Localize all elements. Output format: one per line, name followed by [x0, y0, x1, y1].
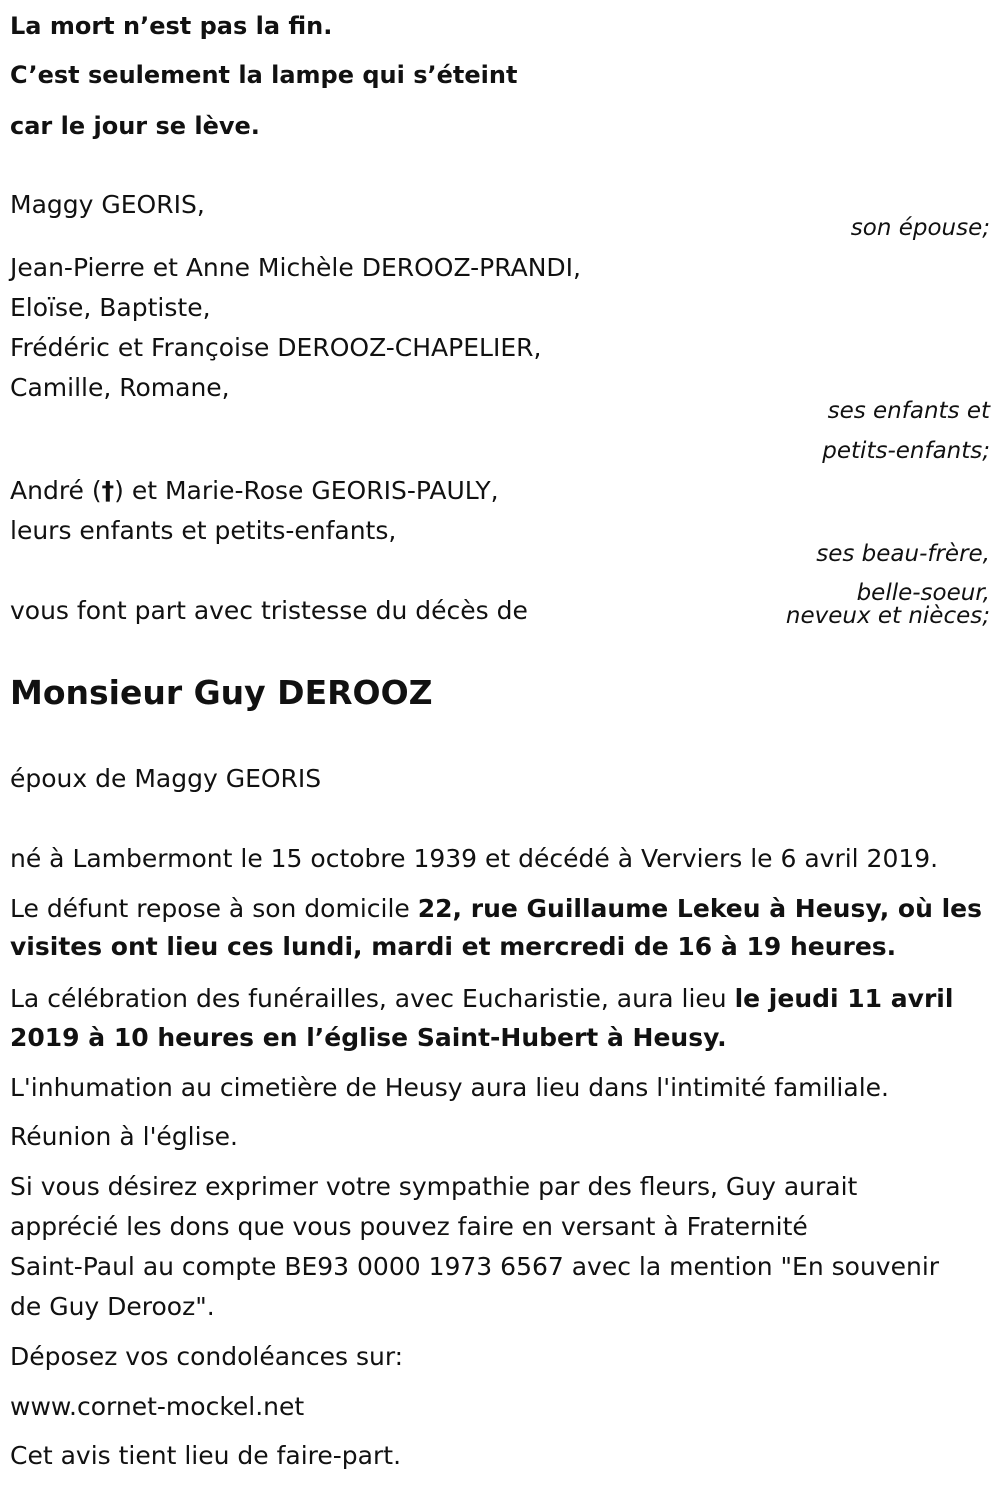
quote-line-2: C’est seulement la lampe qui s’éteint — [10, 61, 518, 89]
quote-line-3: car le jour se lève. — [10, 112, 260, 140]
repose-line-2: visites ont lieu ces lundi, mardi et mercredi de 16 à 19 heures. — [10, 932, 897, 961]
burial-line: L'inhumation au cimetière de Heusy aura lieu dans l'intimité familiale. — [10, 1073, 889, 1102]
children-line-3: Frédéric et Françoise DEROOZ-CHAPELIER, — [10, 333, 542, 362]
repose-text: Le défunt repose à son domicile — [10, 894, 418, 923]
announcement: vous font part avec tristesse du décès de — [10, 596, 528, 625]
children-line-2: Eloïse, Baptiste, — [10, 293, 211, 322]
deceased-name: Monsieur Guy DEROOZ — [10, 673, 433, 712]
flowers-line-2: apprécié les dons que vous pouvez faire en versant à Fraternité — [10, 1212, 808, 1241]
quote-line-1: La mort n’est pas la fin. — [10, 12, 333, 40]
spouse-name: Maggy GEORIS, — [10, 190, 205, 219]
flowers-line-1: Si vous désirez exprimer votre sympathie par des fleurs, Guy aurait — [10, 1172, 858, 1201]
condolences-line: Déposez vos condoléances sur: — [10, 1342, 404, 1371]
children-role-2: petits-enfants; — [822, 438, 990, 464]
repose-address: 22, rue Guillaume Lekeu à Heusy, où les — [417, 894, 982, 923]
inlaws-role-1: ses beau-frère, — [816, 541, 990, 567]
children-line-4: Camille, Romane, — [10, 373, 230, 402]
meeting-line: Réunion à l'église. — [10, 1122, 238, 1151]
flowers-line-4: de Guy Derooz". — [10, 1292, 215, 1321]
birth-death: né à Lambermont le 15 octobre 1939 et décédé à Verviers le 6 avril 2019. — [10, 844, 939, 873]
funeral-line-1 — [10, 984, 953, 1014]
inlaws-line-2: leurs enfants et petits-enfants, — [10, 516, 397, 545]
funeral-text: La célébration des funérailles, avec Eucharistie, aura lieu — [10, 984, 735, 1013]
children-line-1: Jean-Pierre et Anne Michèle DEROOZ-PRANDI, — [10, 253, 581, 282]
notice-line: Cet avis tient lieu de faire-part. — [10, 1441, 402, 1470]
deceased-spouse-line: époux de Maggy GEORIS — [10, 764, 322, 793]
children-role-1: ses enfants et — [827, 398, 990, 424]
inlaws-prefix: André ( — [10, 476, 102, 505]
inlaws-suffix: ) et Marie-Rose GEORIS-PAULY, — [114, 476, 499, 505]
inlaws-role-3: neveux et nièces; — [785, 603, 990, 629]
spouse-role: son épouse; — [850, 215, 990, 241]
funeral-line-2: 2019 à 10 heures en l’église Saint-Hubert à Heusy. — [10, 1023, 727, 1052]
website-link[interactable]: www.cornet-mockel.net — [10, 1392, 305, 1421]
funeral-date: le jeudi 11 avril — [734, 984, 954, 1013]
inlaws-line-1 — [10, 476, 499, 506]
inlaws-role-2: belle-soeur, — [856, 580, 990, 606]
repose-line-1 — [10, 894, 982, 924]
flowers-line-3: Saint-Paul au compte BE93 0000 1973 6567 avec la mention "En souvenir — [10, 1252, 940, 1281]
cross-icon: † — [101, 476, 115, 505]
